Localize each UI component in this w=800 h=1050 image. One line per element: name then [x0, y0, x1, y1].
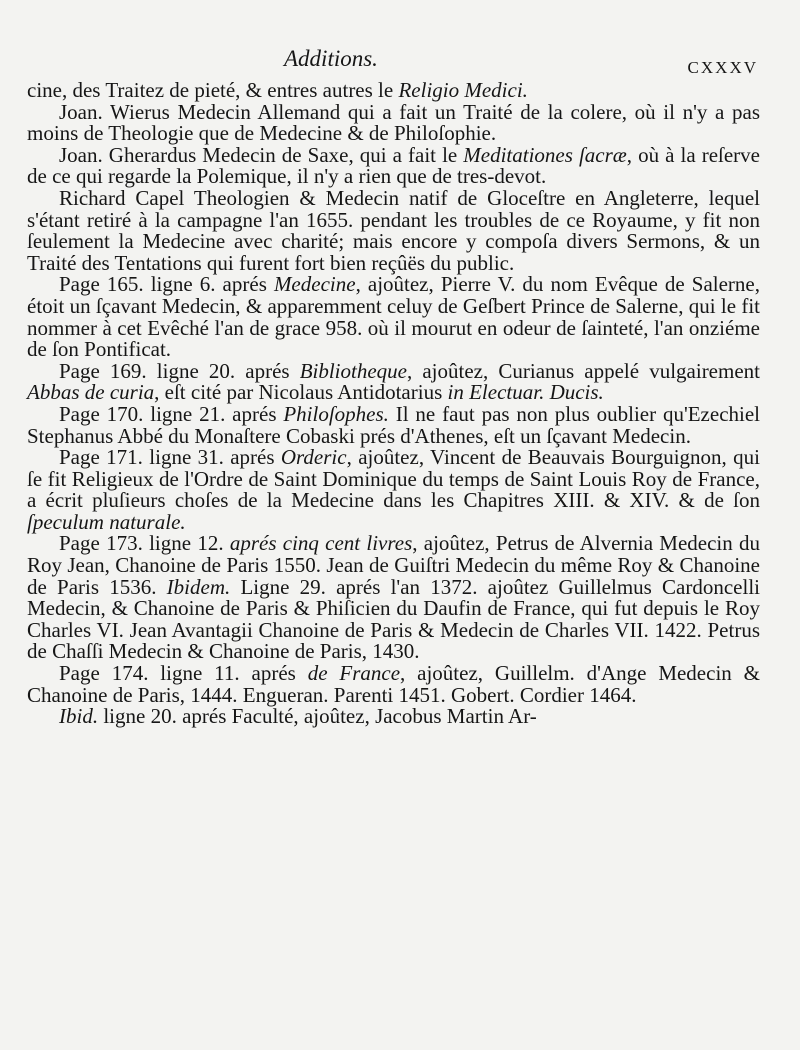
italic-text: Ibid.: [59, 704, 99, 729]
text-run: , ajoûtez, Petrus de Alvernia Medecin du Roy Jean, Chanoine de Paris 1550. Jean de Guiſtri Medecin du même Roy & Chanoine de Paris 1536.: [27, 531, 761, 599]
paragraph: [27, 401, 761, 448]
paragraph: [27, 447, 760, 533]
italic-text: Ibidem.: [166, 574, 231, 599]
text-run: , ajoûtez, Vincent de Beauvais Bourguignon, qui ſe fit Religieux de l'Ordre de Saint Dominique du temps de Saint Louis Roy de France, a écrit pluſieurs choſes de la Medecine dans les Chapitres XIII. & XIV. & de ſon: [27, 445, 760, 513]
italic-text: Religio Medici.: [398, 78, 528, 102]
text-run: , où à la reſerve de ce qui regarde la Polemique, il n'y a rien que de tres-devot.: [27, 142, 760, 189]
text-run: Ligne 29. aprés l'an 1372. ajoûtez Guillelmus Cardoncelli Medecin, & Chanoine de Paris & Phiſicien du Daufin de France, qui fut depuis le Roy Charles VI. Jean Avantagii Chanoine de Paris & Medecin de Charles VII. 1422. Petrus de Chaſſi Medecin & Chanoine de Paris, 1430.: [27, 574, 760, 664]
text-run: , eſt cité par Nicolaus Antidotarius: [154, 380, 448, 405]
italic-text: Abbas de curia: [27, 380, 155, 405]
text-run: Page 170. ligne 21. aprés: [59, 401, 284, 426]
paragraph: [27, 142, 760, 189]
page-header: [27, 46, 760, 80]
text-run: Page 171. ligne 31. aprés: [59, 445, 281, 470]
paragraph: [27, 274, 760, 360]
text-run: Joan. Wierus Medecin Allemand qui a fait un Traité de la colere, où il n'y a pas moins de Theologie que de Medecine & de Philoſophie.: [27, 99, 760, 146]
italic-text: ſpeculum naturale.: [27, 509, 186, 534]
running-head: Additions.: [284, 46, 378, 71]
italic-text: Orderic: [280, 445, 347, 470]
italic-text: in Electuar. Ducis.: [447, 380, 604, 405]
italic-text: de France: [307, 661, 401, 686]
page-number: CXXXV: [687, 58, 758, 77]
italic-text: Medecine: [273, 272, 356, 297]
text-run: Page 174. ligne 11. aprés: [59, 661, 308, 686]
paragraph: [27, 358, 760, 405]
text-run: Richard Capel Theologien & Medecin natif de Gloceſtre en Angleterre, lequel s'étant retiré à la campagne l'an 1655. pendant les troubles de ce Royaume, y fit non ſeulement la Medecine avec charité; mais encore y compoſa divers Sermons, & un Traité des Tentations qui furent fort bien reçûës du public.: [27, 185, 760, 275]
text-run: Page 165. ligne 6. aprés: [59, 272, 274, 297]
paragraph: [27, 80, 760, 102]
paragraph: [27, 99, 760, 146]
text-run: , ajoûtez, Guillelm. d'Ange Medecin & Chanoine de Paris, 1444. Engueran. Parenti 1451. Gobert. Cordier 1464.: [27, 661, 760, 707]
italic-text: Meditationes ſacræ: [463, 142, 627, 167]
text-run: Page 173. ligne 12.: [59, 531, 230, 556]
text-run: Joan. Gherardus Medecin de Saxe, qui a fait le: [59, 142, 464, 167]
italic-text: Philoſophes.: [283, 401, 389, 426]
paragraph: [27, 663, 760, 706]
italic-text: Bibliotheque: [299, 358, 407, 383]
italic-text: aprés cinq cent livres: [229, 531, 413, 556]
paragraph: [27, 533, 760, 663]
text-run: , ajoûtez, Curianus appelé vulgairement: [407, 358, 760, 383]
text-run: cine, des Traitez de pieté, & entres autres le: [27, 78, 399, 102]
paragraph: [27, 706, 760, 728]
text-run: , ajoûtez, Pierre V. du nom Evêque de Salerne, étoit un ſçavant Medecin, & apparemment celuy de Geſbert Prince de Salerne, qui le fit nommer à cet Evêché l'an de grace 958. où il mourut en odeur de ſainteté, l'an onziéme de ſon Pontificat.: [27, 272, 760, 362]
text-run: ligne 20. aprés Faculté, ajoûtez, Jacobus Martin Ar-: [98, 704, 537, 729]
text-run: Il ne faut pas non plus oublier qu'Ezechiel Stephanus Abbé du Monaſtere Cobaski prés d'Athenes, eſt un ſçavant Medecin.: [27, 401, 761, 448]
text-run: Page 169. ligne 20. aprés: [59, 358, 300, 383]
body-text: [27, 80, 760, 728]
paragraph: [27, 185, 760, 275]
